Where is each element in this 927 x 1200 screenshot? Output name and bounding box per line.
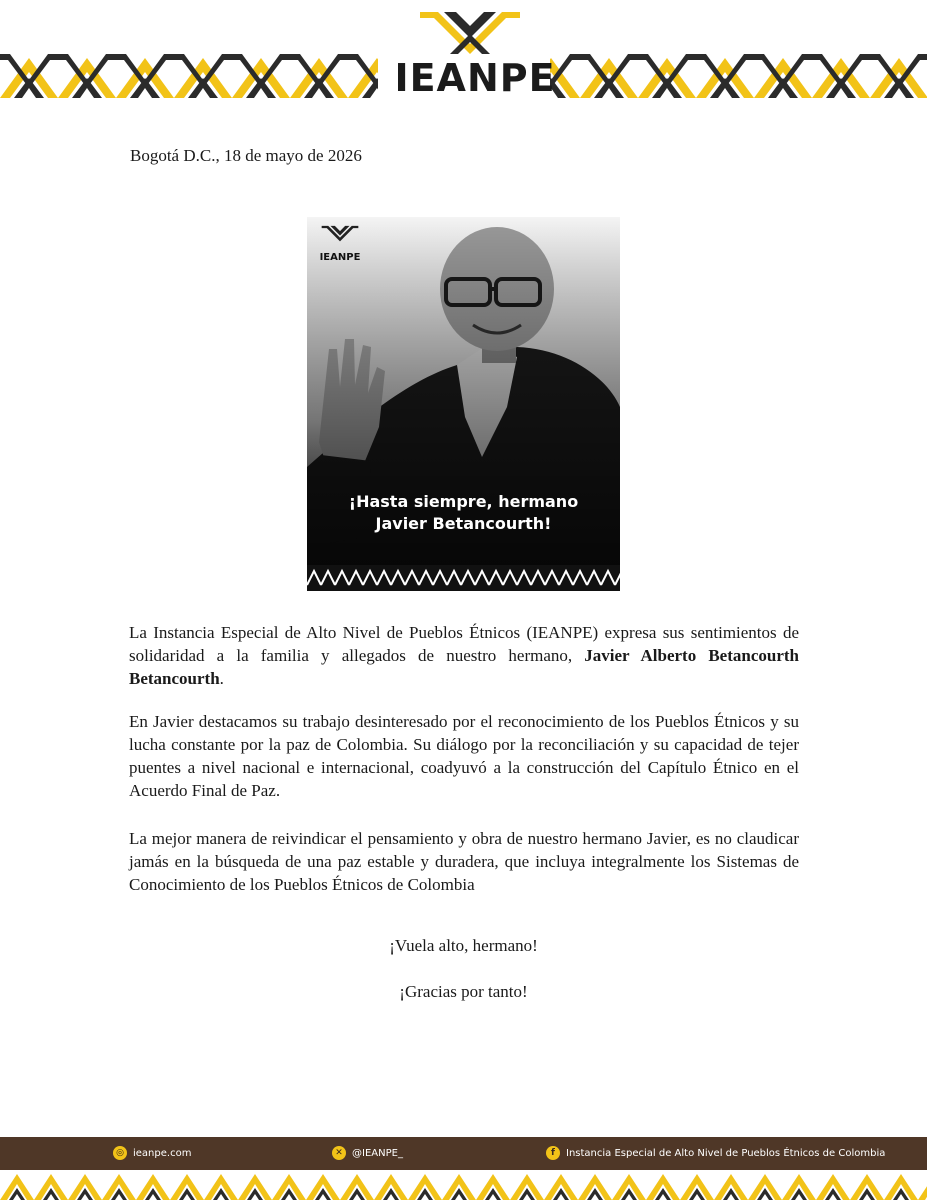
footer [0, 1137, 927, 1200]
header [0, 0, 927, 110]
memorial-photo [307, 217, 620, 591]
photo-logo-text: IEANPE [319, 252, 361, 263]
globe-icon: ◎ [113, 1146, 127, 1160]
photo-caption [307, 491, 620, 535]
paragraph-1 [129, 621, 799, 690]
footer-website[interactable] [113, 1146, 191, 1160]
logo-text: IEANPE [394, 56, 556, 100]
footer-facebook[interactable] [546, 1146, 885, 1160]
photo-pattern-strip [307, 565, 620, 591]
ieanpe-logo-icon [410, 4, 530, 64]
photo-caption-line-1: ¡Hasta siempre, hermano [348, 492, 579, 511]
honoree-name: Javier Alberto Betancourth Betancourth [129, 646, 799, 688]
closing-line-1: ¡Vuela alto, hermano! [389, 936, 538, 955]
footer-pattern-band [0, 1170, 927, 1200]
facebook-icon: f [546, 1146, 560, 1160]
photo-caption-line-2: Javier Betancourth! [375, 514, 552, 533]
footer-bar [0, 1137, 927, 1170]
paragraph-3: La mejor manera de reivindicar el pensamiento y obra de nuestro hermano Javier, es no claudicar jamás en la búsqueda de una paz estable y duradera, que incluya integralmente los Sistemas de Conocimiento de los Pueblos Étnicos de Colombia [129, 829, 799, 894]
twitter-icon: ✕ [332, 1146, 346, 1160]
paragraph-1-text: La Instancia Especial de Alto Nivel de Pueblos Étnicos (IEANPE) expresa sus sentimientos de solidaridad a la familia y allegados de nuestro hermano, [129, 623, 799, 665]
closing-line-2: ¡Gracias por tanto! [399, 982, 528, 1001]
paragraph-2: En Javier destacamos su trabajo desinteresado por el reconocimiento de los Pueblos Étnicos y su lucha constante por la paz de Colombia. Su diálogo por la reconciliación y su capacidad de tejer puentes a nivel nacional e internacional, coadyuvó a la construcción del Capítulo Étnico en el Acuerdo Final de Paz. [129, 712, 799, 800]
footer-facebook-text: Instancia Especial de Alto Nivel de Pueblos Étnicos de Colombia [566, 1147, 886, 1159]
paragraph-1-end: . [219, 669, 224, 688]
footer-twitter-text: @IEANPE_ [352, 1147, 403, 1159]
letter-date: Bogotá D.C., 18 de mayo de 2026 [130, 146, 362, 165]
footer-twitter[interactable] [332, 1146, 403, 1160]
footer-website-text: ieanpe.com [133, 1147, 192, 1159]
